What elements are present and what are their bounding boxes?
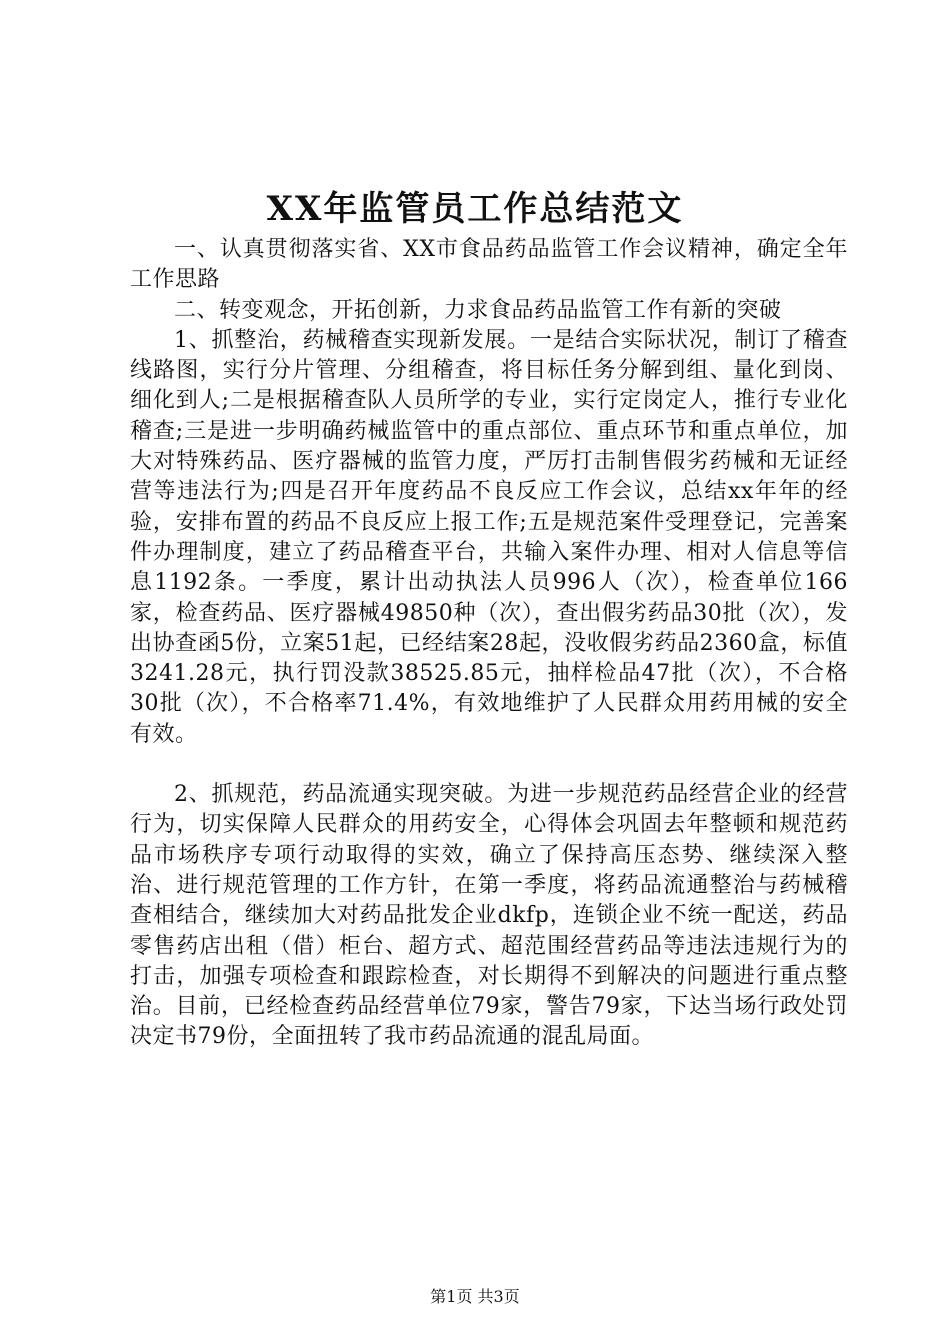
paragraph-item-2: 2、抓规范，药品流通实现突破。为进一步规范药品经营企业的经营行为，切实保障人民群众的用药安全，心得体会巩固去年整顿和规范药品市场秩序专项行动取得的实效，确立了保持高压态势、继续深入整治、进行规范管理的工作方针，在第一季度，将药品流通整治与药械稽查相结合，继续加大对药品批发企业dkfp，连锁企业不统一配送，药品零售药店出租（借）柜台、超方式、超范围经营药品等违法违规行为的打击，加强专项检查和跟踪检查，对长期得不到解决的问题进行重点整治。目前，已经检查药品经营单位79家，警告79家，下达当场行政处罚决定书79份，全面扭转了我市药品流通的混乱局面。 (130, 782, 848, 1050)
paragraph-section-2: 二、转变观念，开拓创新，力求食品药品监管工作有新的突破 (174, 297, 782, 323)
document-title: XX年监管员工作总结范文 (266, 189, 684, 229)
paragraph-item-1: 1、抓整治，药械稽查实现新发展。一是结合实际状况，制订了稽查线路图，实行分片管理、分组稽查，将目标任务分解到组、量化到岗、细化到人;二是根据稽查队人员所学的专业，实行定岗定人，推行专业化稽查;三是进一步明确药械监管中的重点部位、重点环节和重点单位，加大对特殊药品、医疗器械的监管力度，严厉打击制售假劣药械和无证经营等违法行为;四是召开年度药品不良反应工作会议，总结xx年年的经验，安排布置的药品不良反应上报工作;五是规范案件受理登记，完善案件办理制度，建立了药品稽查平台，共输入案件办理、相对人信息等信息1192条。一季度，累计出动执法人员996人（次），检查单位166家，检查药品、医疗器械49850种（次），查出假劣药品30批（次），发出协查函5份，立案51起，已经结案28起，没收假劣药品2360盒，标值3241.28元，执行罚没款38525.85元，抽样检品47批（次），不合格30批（次），不合格率71.4%，有效地维护了人民群众用药用械的安全有效。 (130, 327, 848, 747)
page-footer: 第1页 共3页 (430, 1287, 520, 1306)
paragraph-section-1: 一、认真贯彻落实省、XX市食品药品监管工作会议精神，确定全年工作思路 (130, 237, 848, 293)
document-body (130, 235, 848, 1053)
